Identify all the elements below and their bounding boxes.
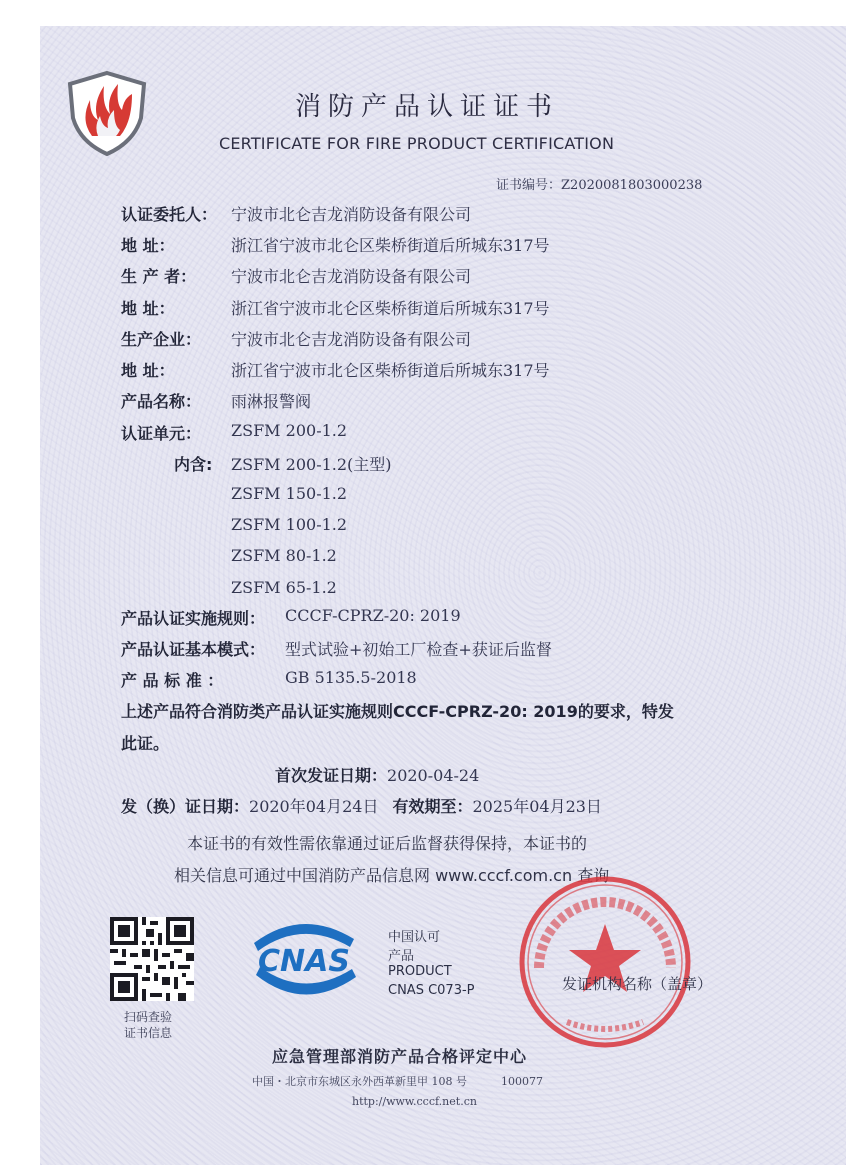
cert-unit-value: ZSFM 200-1.2 xyxy=(231,421,348,440)
contains-label: 内含: xyxy=(174,455,213,474)
issue-validity-dates: 发（换）证日期：2020年04月24日 有效期至：2025年04月23日 xyxy=(121,797,602,816)
contains-item: ZSFM 100-1.2 xyxy=(231,515,348,534)
cnas-text-line-4: CNAS C073-P xyxy=(388,983,475,998)
issuing-body-seal-label: 发证机构名称（盖章） xyxy=(562,975,713,993)
qr-code xyxy=(110,917,194,1001)
contains-item: ZSFM 80-1.2 xyxy=(231,546,337,565)
qr-caption-line-1: 扫码查验 xyxy=(124,1010,173,1024)
validity-notice-line-2: 相关信息可通过中国消防产品信息网 www.cccf.com.cn 查询 xyxy=(174,866,610,885)
implementation-rules-label: 产品认证实施规则： xyxy=(121,609,266,628)
certificate-title-english: CERTIFICATE FOR FIRE PRODUCT CERTIFICATION xyxy=(219,134,615,153)
cert-unit-label: 认证单元： xyxy=(121,424,202,443)
producer-label: 生 产 者： xyxy=(121,267,197,286)
cnas-text-line-3: PRODUCT xyxy=(388,964,452,979)
issuing-organization: 应急管理部消防产品合格评定中心 xyxy=(272,1047,528,1066)
producer-value: 宁波市北仑吉龙消防设备有限公司 xyxy=(231,267,472,286)
product-name-value: 雨淋报警阀 xyxy=(231,392,312,411)
producer-address-label: 地 址： xyxy=(121,299,175,318)
qr-caption-line-2: 证书信息 xyxy=(124,1026,173,1040)
basic-mode-label: 产品认证基本模式： xyxy=(121,640,266,659)
product-standard-value: GB 5135.5-2018 xyxy=(285,668,417,687)
manufacturer-address-label: 地 址： xyxy=(121,361,175,380)
producer-address-value: 浙江省宁波市北仑区柴桥街道后所城东317号 xyxy=(231,299,550,318)
cnas-text-line-2: 产品 xyxy=(388,949,415,964)
client-label: 认证委托人： xyxy=(121,205,218,224)
issuing-organization-website: http://www.cccf.net.cn xyxy=(352,1095,477,1108)
issuing-organization-address: 中国・北京市东城区永外西革新里甲 108 号 100077 xyxy=(252,1075,543,1088)
cnas-text-line-1: 中国认可 xyxy=(388,930,441,945)
manufacturer-value: 宁波市北仑吉龙消防设备有限公司 xyxy=(231,330,472,349)
client-address-value: 浙江省宁波市北仑区柴桥街道后所城东317号 xyxy=(231,236,550,255)
product-standard-label: 产 品 标 准 ： xyxy=(121,671,224,690)
manufacturer-label: 生产企业： xyxy=(121,330,202,349)
first-issue-date: 首次发证日期：2020-04-24 xyxy=(275,766,480,785)
statement-line-1: 上述产品符合消防类产品认证实施规则CCCF-CPRZ-20: 2019的要求，特发 xyxy=(121,702,674,721)
statement-line-2: 此证。 xyxy=(121,734,170,753)
implementation-rules-value: CCCF-CPRZ-20: 2019 xyxy=(285,606,461,625)
product-name-label: 产品名称： xyxy=(121,392,202,411)
client-address-label: 地 址： xyxy=(121,236,175,255)
contains-item: ZSFM 200-1.2(主型) xyxy=(231,455,392,474)
certificate-title: 消防产品认证证书 xyxy=(295,92,560,122)
validity-notice-line-1: 本证书的有效性需依靠通过证后监督获得保持，本证书的 xyxy=(187,834,588,853)
manufacturer-address-value: 浙江省宁波市北仑区柴桥街道后所城东317号 xyxy=(231,361,550,380)
contains-item: ZSFM 65-1.2 xyxy=(231,578,337,597)
basic-mode-value: 型式试验+初始工厂检查+获证后监督 xyxy=(285,640,552,659)
fire-shield-logo xyxy=(66,70,148,156)
client-value: 宁波市北仑吉龙消防设备有限公司 xyxy=(231,205,472,224)
red-official-seal xyxy=(515,872,695,1052)
contains-item: ZSFM 150-1.2 xyxy=(231,484,348,503)
certificate-number: 证书编号：Z2020081803000238 xyxy=(496,178,703,193)
cnas-logo xyxy=(242,913,367,1007)
svg-text:CNAS: CNAS xyxy=(258,944,350,979)
